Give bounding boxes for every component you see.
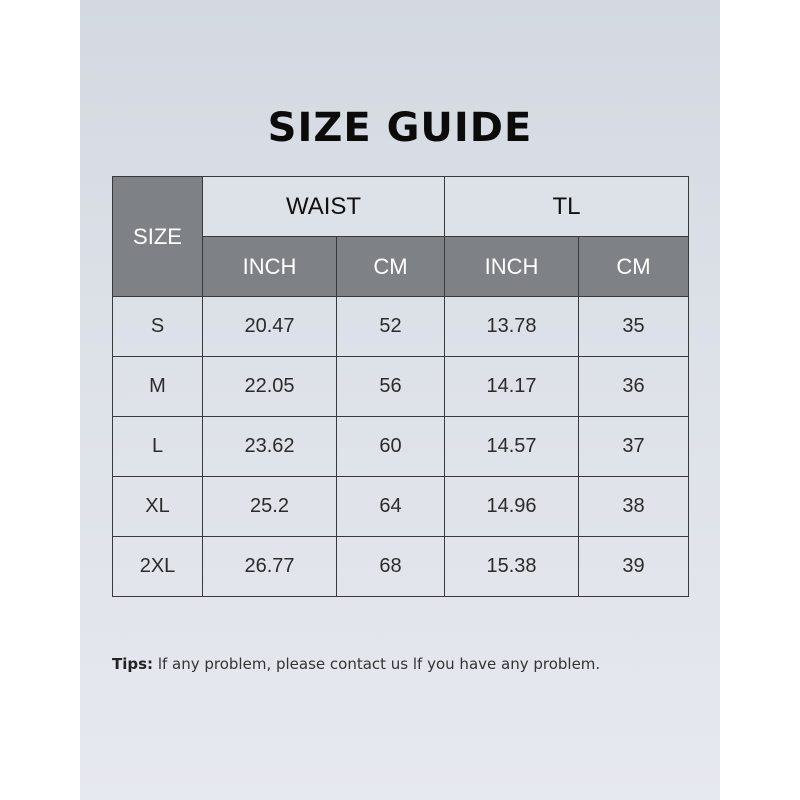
table-header-row-groups (113, 177, 689, 237)
waist-cm-cell: 68 (337, 537, 445, 597)
table-row (113, 477, 689, 537)
unit-header-waist-cm: CM (337, 237, 445, 297)
size-column-header: SIZE (113, 177, 203, 297)
tl-inch-cell: 14.17 (445, 357, 579, 417)
size-cell: XL (113, 477, 203, 537)
waist-cm-cell: 56 (337, 357, 445, 417)
size-cell: 2XL (113, 537, 203, 597)
tl-inch-cell: 14.96 (445, 477, 579, 537)
tl-inch-cell: 13.78 (445, 297, 579, 357)
tl-inch-cell: 15.38 (445, 537, 579, 597)
waist-inch-cell: 23.62 (203, 417, 337, 477)
waist-inch-cell: 26.77 (203, 537, 337, 597)
waist-inch-cell: 25.2 (203, 477, 337, 537)
tips-text: lf any problem, please contact us lf you have any problem. (153, 655, 601, 673)
tl-cm-cell: 36 (579, 357, 689, 417)
waist-inch-cell: 22.05 (203, 357, 337, 417)
waist-cm-cell: 64 (337, 477, 445, 537)
table-row (113, 357, 689, 417)
unit-header-tl-inch: INCH (445, 237, 579, 297)
tl-cm-cell: 35 (579, 297, 689, 357)
unit-header-waist-inch: INCH (203, 237, 337, 297)
size-table (112, 176, 689, 597)
group-header-tl: TL (445, 177, 689, 237)
waist-cm-cell: 60 (337, 417, 445, 477)
size-cell: M (113, 357, 203, 417)
table-row (113, 297, 689, 357)
table-row (113, 537, 689, 597)
page-title: SIZE GUIDE (267, 105, 533, 151)
size-cell: L (113, 417, 203, 477)
size-cell: S (113, 297, 203, 357)
waist-inch-cell: 20.47 (203, 297, 337, 357)
tips-note (112, 652, 712, 676)
waist-cm-cell: 52 (337, 297, 445, 357)
tl-inch-cell: 14.57 (445, 417, 579, 477)
group-header-waist: WAIST (203, 177, 445, 237)
tl-cm-cell: 39 (579, 537, 689, 597)
tl-cm-cell: 38 (579, 477, 689, 537)
tips-label: Tips: (112, 655, 154, 673)
unit-header-tl-cm: CM (579, 237, 689, 297)
table-row (113, 417, 689, 477)
tl-cm-cell: 37 (579, 417, 689, 477)
